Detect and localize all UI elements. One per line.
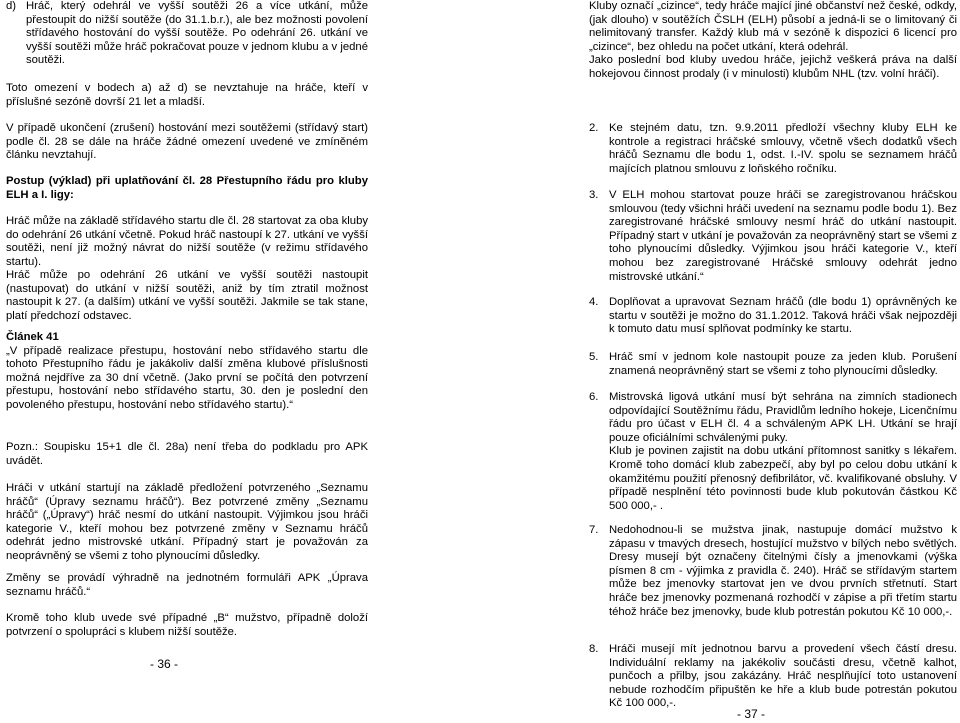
changes-paragraph: Změny se provádí výhradně na jednotném formuláři APK „Úprava seznamu hráčů.“ [6,572,368,598]
article-41 [6,331,368,413]
termination-paragraph: V případě ukončení (zrušení) hostování mezi soutěžemi (střídavý start) podle čl. 28 se dále na hráče žádné omezení uvedené ve zmíněném článku nevztahují. [6,122,368,162]
note-paragraph: Pozn.: Soupisku 15+1 dle čl. 28a) není třeba do podkladu pro APK uvádět. [6,441,368,467]
article-41-text: „V případě realizace přestupu, hostování nebo střídavého startu dle tohoto Přestupního řádu je jakákoliv další změna klubové příslušnosti možná nejdříve za 30 dní včetně. (Jako první se počítá den potvrzení přestupu, hostování nebo střídavého startu, 30. den je poslední den povoleného přestupu, hostování nebo střídavého startu).“ [6,344,368,411]
procedure-paragraph-2: Hráč může po odehrání 26 utkání ve vyšší soutěži nastoupit (nastupovat) do utkání v nižší soutěži, aniž by tím ztratil možnost nastoupit k 27. (a dalším) utkání ve vyšší soutěži. Jakmile se tak stane, platí předchozí odstavec. [6,269,368,322]
item-5: 5. Hráč smí v jednom kole nastoupit pouze za jeden klub. Porušení znamená neoprávněný start se všemi z toho plynoucími důsledky. [589,351,957,377]
item-2: 2. Ke stejném datu, tzn. 9.9.2011 předloží všechny kluby ELH ke kontrole a registraci hráčské smlouvy, včetně všech dodatků všech hráčů Seznamu dle bodu 1, odst. I.-IV. spolu se seznamem hráčů majících platnou smlouvu z loňského ročníku. [589,122,957,175]
page-number-right: - 37 - [737,707,766,721]
article-41-title: Článek 41 [6,331,59,343]
exemption-paragraph: Toto omezení v bodech a) až d) se nevztahuje na hráče, kteří v příslušné sezóně dovrší 21 let a mladší. [6,82,368,108]
procedure-paragraph-1: Hráč může na základě střídavého startu dle čl. 28 startovat za oba kluby do odehrání 26 utkání včetně. Pokud hráč nastoupí k 27. utkání ve vyšší soutěži, není již možný návrat do nižší soutěže (v režimu střídavého startu). [6,215,368,268]
item-d-text: Hráč, který odehrál ve vyšší soutěži 26 a více utkání, může přestoupit do nižší soutěže (do 31.1.b.r.), ale bez možnosti povolení střídavého hostování do vyšší soutěže. Po odehrání 26. utkání ve vyšší soutěži může hráč pokračovat pouze v jednom klubu a v jedné soutěži. [26,0,368,67]
players-list-paragraph: Hráči v utkání startují na základě předložení potvrzeného „Seznamu hráčů“ (Úpravy seznamu hráčů“). Bez potvrzené změny „Seznamu hráčů“ („Úpravy“) hráč nesmí do utkání nastoupit. Výjimkou jsou hráči kategorie V., kteří mohou bez potvrzené změny v Seznamu hráčů odehrát jedno mistrovské utkání. Případný start je považován za neoprávněný se všemi z toho plynoucími důsledky. [6,482,368,562]
intro-paragraph: Kluby označí „cizince“, tedy hráče mající jiné občanství než české, odkdy, (jak dlouho) v soutěžích ČSLH (ELH) působí a jedná-li se o limitovaný či nelimitovaný transfer. Každý klub má v sezóně k dispozici 6 licencí pro „cizince“, bez ohledu na počet utkání, která odehrál. Jako poslední bod kluby uvedou hráče, jejichž veškerá práva na další hokejovou činnost prodaly (i v minulosti) klubům NHL (tzv. volní hráči). [589,0,957,80]
item-7: 7. Nedohodnou-li se mužstva jinak, nastupuje domácí mužstvo k zápasu v tmavých dresech, hostující mužstvo v bílých nebo světlých. Dresy musejí být označeny čitelnými čísly a jmenovkami (výška písmen 8 cm - výjimka z pravidla č. 240). Hráč se střídavým startem může bez jmenovky startovat jen ve dvou prvních střetnutí. Start hráče bez jmenovky pozmenaná rozhodčí v zápise a při třetím startu téhož hráče bez jmenovky, bude klub potrestán pokutou Kč 10 000,-. [589,524,957,618]
item-4: 4. Doplňovat a upravovat Seznam hráčů (dle bodu 1) oprávněných ke startu v soutěži je možno do 31.1.2012. Taková hráči však nejpozději k tomuto datu musí splňovat podmínky ke startu. [589,296,957,336]
item-3: 3. V ELH mohou startovat pouze hráči se zaregistrovanou hráčskou smlouvou (tedy všichni hráči uvedení na seznamu podle bodu 1). Bez zaregistrované hráčské smlouvy nesmí hráč do utkání nastoupit. Případný start v utkání je považován za neoprávněný start se všemi z toho plynoucími důsledky. Výjimkou jsou hráči kategorie V., kteří mohou bez zaregistrované Hráčské smlouvy odehrát jedno mistrovské utkání.“ [589,189,957,283]
procedure-heading: Postup (výklad) při uplatňování čl. 28 Přestupního řádu pro kluby ELH a I. ligy: [6,175,368,201]
item-8: 8. Hráči musejí mít jednotnou barvu a provedení všech částí dresu. Individuální reklamy na jakékoliv součásti dresu, včetně kalhot, punčoch a přilby, jsou zakázány. Hráč nesplňující toto ustanovení nebude rozhodčím připuštěn ke hře a klub bude potrestán pokutou Kč 100 000,-. [589,643,957,710]
item-d-label: d) [6,0,17,12]
page-number-left: - 36 - [150,657,179,671]
b-team-paragraph: Kromě toho klub uvede své případné „B“ mužstvo, případně doloží potvrzení o spolupráci s klubem nižší soutěže. [6,612,368,638]
item-6: 6. Mistrovská ligová utkání musí být sehrána na zimních stadionech odpovídající Soutěžnímu řádu, Pravidlům ledního hokeje, Licenčnímu řádu pro účast v ELH čl. 4 a schváleným APK LH. Utkání se hrají pouze oficiálními schválenými puky. Klub je povinen zajistit na dobu utkání přítomnost sanitky s lékařem. Kromě toho domácí klub zabezpečí, aby byl po celou dobu utkání k okamžitému použití přenosný defibrilátor, vč. kvalifikované obsluhy. V případě nesplnění této povinnosti bude klub pokutován částkou Kč 500 000,- . [589,391,957,512]
item-d [6,0,368,68]
